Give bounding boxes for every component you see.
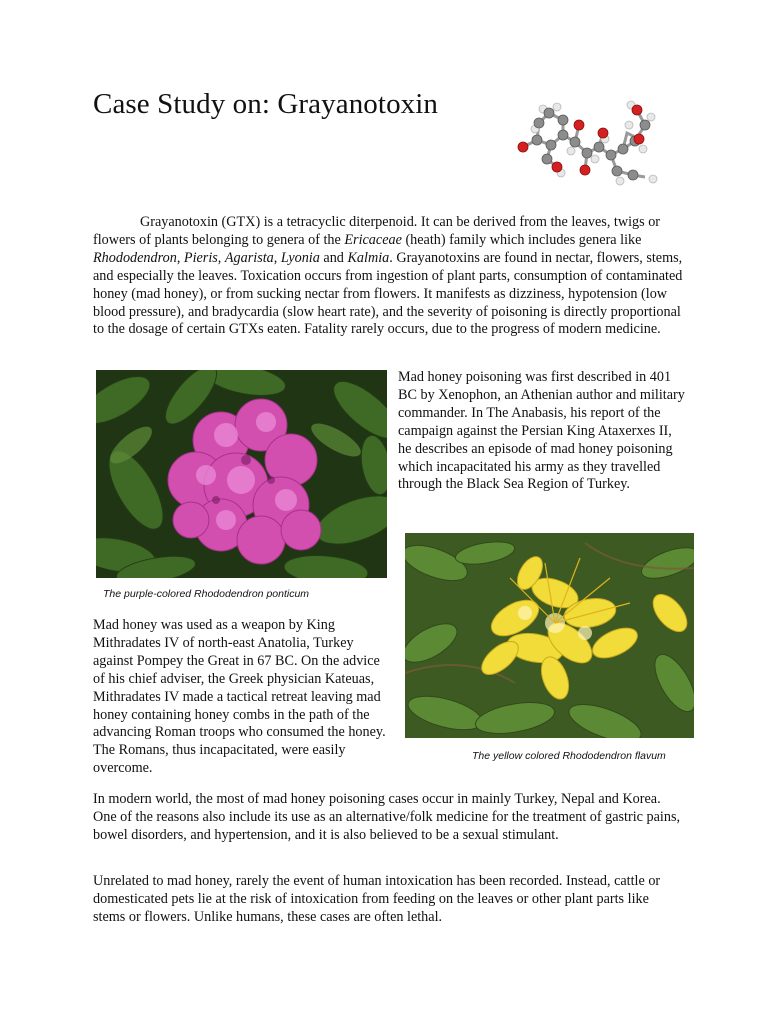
yellow-photo-caption: The yellow colored Rhododendron flavum [472, 750, 666, 762]
grayanotoxin-molecule-illustration [505, 95, 665, 195]
purple-rhododendron-photo [96, 370, 387, 578]
xenophon-paragraph: Mad honey poisoning was first described in 401 BC by Xenophon, an Athenian author and military commander. In The Anabasis, his report of the campaign against the Persian King Ataxerxes II, he describes an episode of mad honey poisoning which incapacitated his army as they travelled through the Black Sea Region of Turkey. [398, 369, 685, 493]
intro-paragraph: Grayanotoxin (GTX) is a tetracyclic diterpenoid. It can be derived from the leaves, twigs or flowers of plants belonging to genera of the Ericaceae (heath) family which includes genera like Rhododendron, Pieris, Agarista, Lyonia and Kalmia. Grayanotoxins are found in nectar, flowers, stems, and especially the leaves. Toxication occurs from ingestion of plant parts, consumption of contaminated honey (mad honey), or from sucking nectar from flowers. It manifests as dizziness, hypotension (low blood pressure), and bradycardia (slow heart rate), and the severity of poisoning is directly proportional to the dosage of certain GTXs eaten. Fatality rarely occurs, due to the progress of modern medicine. [93, 214, 683, 338]
modern-world-paragraph: In modern world, the most of mad honey poisoning cases occur in mainly Turkey, Nepal and Korea. One of the reasons also include its use as an alternative/folk medicine for the treatment of gastric pains, bowel disorders, and hypertension, and it is also believed to be a sexual stimulant. [93, 791, 681, 843]
page-title: Case Study on: Grayanotoxin [93, 88, 439, 120]
mithradates-paragraph: Mad honey was used as a weapon by King Mithradates IV of north-east Anatolia, Turkey against Pompey the Great in 67 BC. On the advice of his chief adviser, the Greek physician Kateuas, Mithradates IV made a tactical retreat leaving mad honey containing honey combs in the path of the advancing Roman troops who consumed the honey. The Romans, thus incapacitated, were easily overcome. [93, 617, 386, 777]
purple-photo-caption: The purple-colored Rhododendron ponticum [103, 588, 310, 600]
animal-intoxication-paragraph: Unrelated to mad honey, rarely the event of human intoxication has been recorded. Instead, cattle or domesticated pets lie at the risk of intoxication from feeding on the leaves or other plant parts like stems or flowers. Unlike humans, these cases are often lethal. [93, 873, 661, 925]
yellow-rhododendron-photo [405, 533, 694, 738]
